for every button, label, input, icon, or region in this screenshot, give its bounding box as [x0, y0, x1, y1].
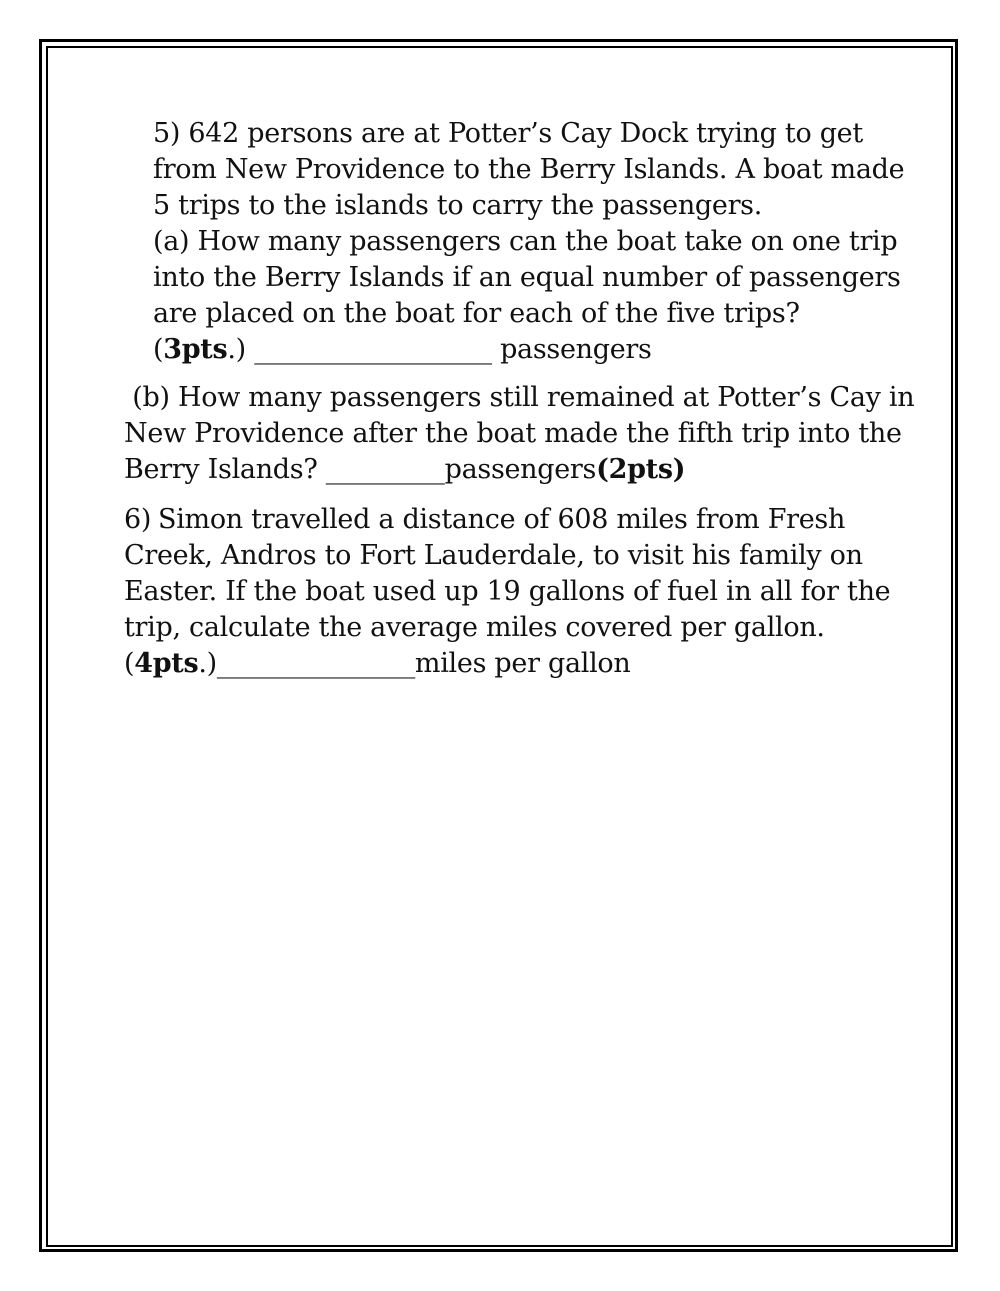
- q6-answer-blank[interactable]: _______________: [216, 648, 415, 679]
- q5b-line: New Providence after the boat made the fifth trip into the: [124, 418, 902, 449]
- question-5: [153, 116, 904, 368]
- q6-answer-line: [124, 646, 890, 682]
- q5-line: from New Providence to the Berry Islands. A boat made: [153, 154, 905, 185]
- q6-points: 4pts: [134, 648, 199, 679]
- q5a-points-close: .): [227, 334, 246, 365]
- q6-first-line: Simon travelled a distance of 608 miles from Fresh: [158, 504, 846, 535]
- q5-line: 5 trips to the islands to carry the passengers.: [153, 190, 763, 221]
- q5a-points: 3pts: [163, 334, 228, 365]
- q5a-points-open: (: [153, 334, 164, 365]
- q6-points-open: (: [124, 648, 135, 679]
- q6-unit: miles per gallon: [414, 648, 631, 679]
- q5a-unit: passengers: [500, 334, 652, 365]
- q5-line: into the Berry Islands if an equal number of passengers: [153, 262, 901, 293]
- question-6: [124, 502, 890, 682]
- q5-line: are placed on the boat for each of the five trips?: [153, 298, 800, 329]
- q5a-answer-blank[interactable]: __________________: [245, 334, 501, 365]
- q5-line: (a) How many passengers can the boat take on one trip: [153, 226, 898, 257]
- q6-line: Easter. If the boat used up 19 gallons of fuel in all for the: [124, 576, 891, 607]
- q5b-line: (b) How many passengers still remained at Potter’s Cay in: [124, 382, 915, 413]
- q6-points-close: .): [198, 648, 217, 679]
- q5b-answer-blank[interactable]: Berry Islands? _________passengers: [124, 454, 597, 485]
- q5b-points: (2pts): [596, 454, 686, 485]
- q6-line: Creek, Andros to Fort Lauderdale, to visit his family on: [124, 540, 863, 571]
- q5b-answer-line: [124, 452, 914, 488]
- q6-number: 6): [124, 504, 152, 535]
- q6-line: trip, calculate the average miles covered per gallon.: [124, 612, 825, 643]
- question-5b: [124, 380, 914, 488]
- q5a-answer-line: [153, 332, 904, 368]
- q5-line: 5) 642 persons are at Potter’s Cay Dock trying to get: [153, 118, 863, 149]
